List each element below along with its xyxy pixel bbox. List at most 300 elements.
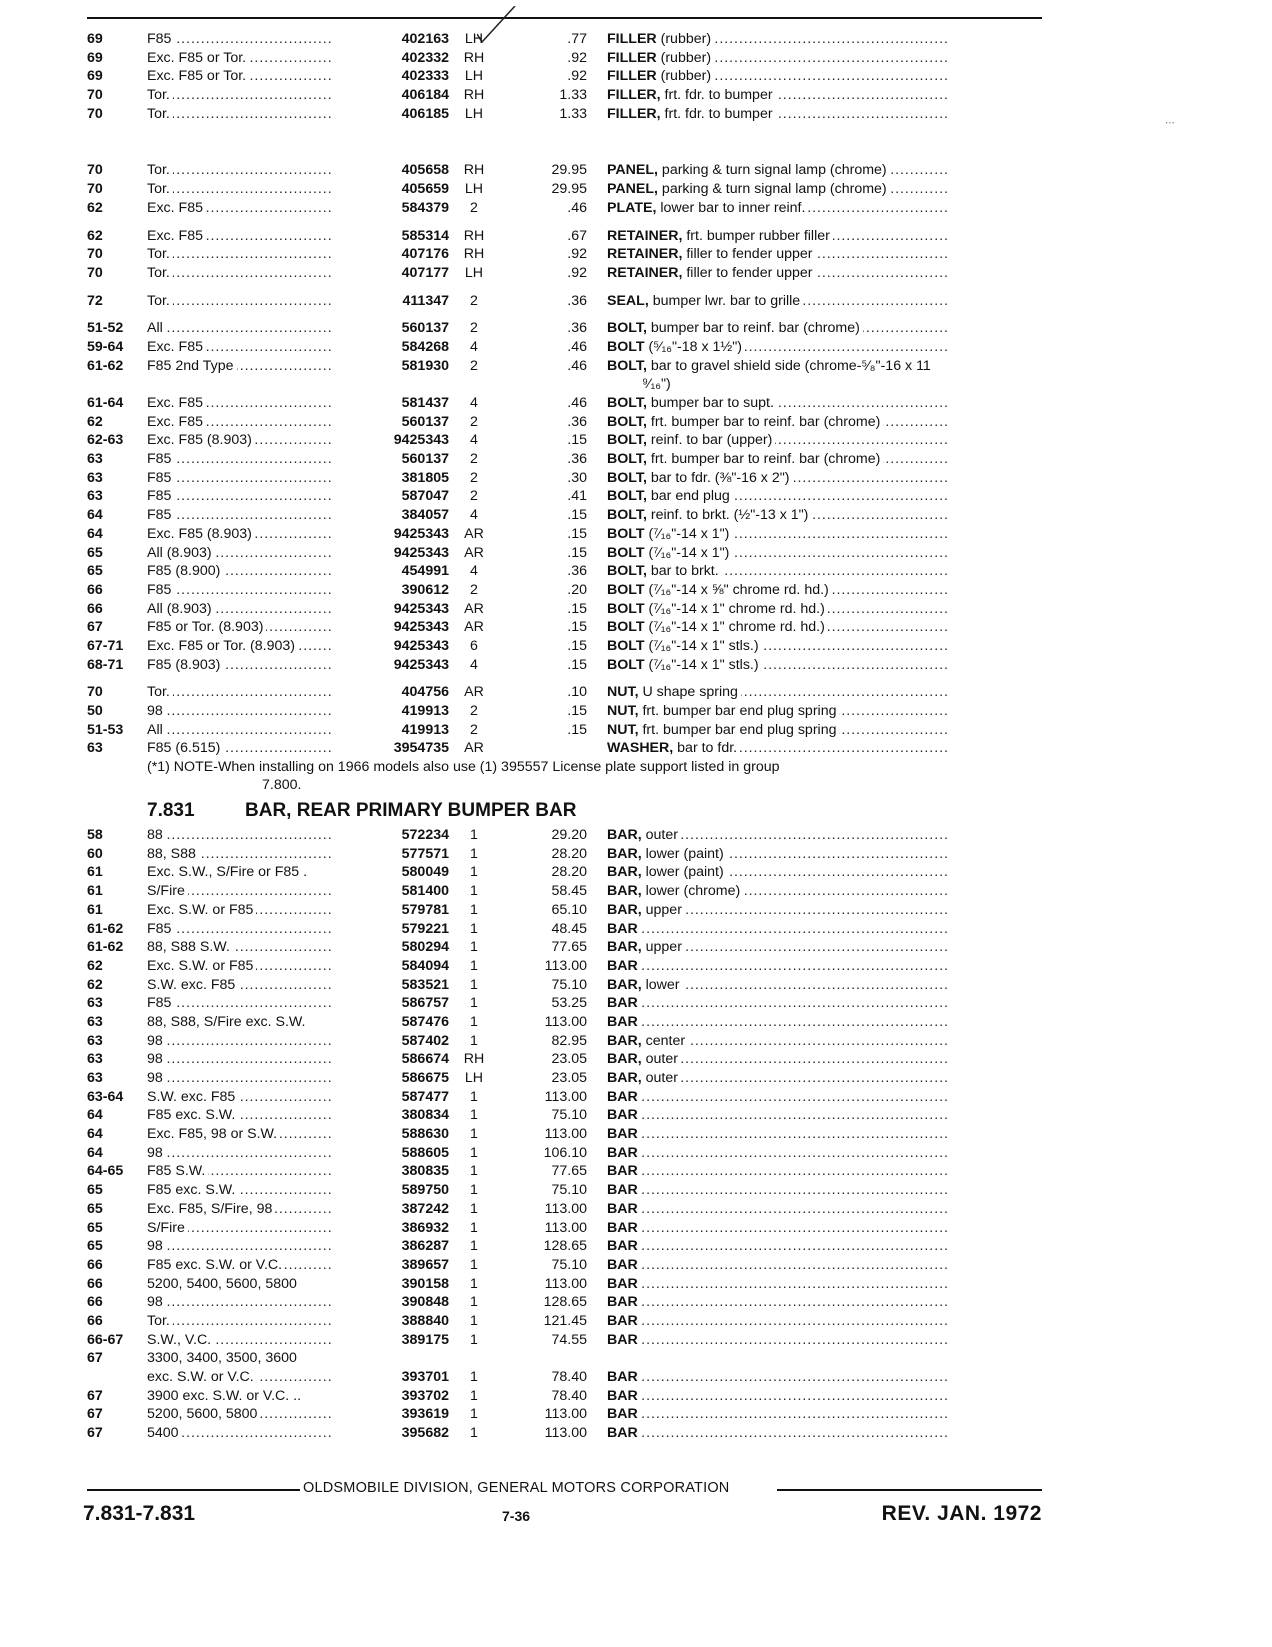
quantity: 1 xyxy=(470,1312,478,1329)
part-description: . . . BAR, lower (paint) xyxy=(607,863,1042,882)
part-description: . . . BAR xyxy=(607,1162,1042,1181)
model-applicability: . . . F85 exc. S.W. xyxy=(147,1181,367,1200)
part-number: 9425343 xyxy=(393,619,449,636)
model-year: 70 xyxy=(87,264,103,281)
model-applicability: Exc. S.W., S/Fire or F85 . xyxy=(147,863,367,882)
table-row xyxy=(87,67,1042,86)
table-row xyxy=(87,957,1042,976)
list-price: 113.00 xyxy=(544,1088,587,1105)
model-year: 64-65 xyxy=(87,1163,124,1180)
part-number: 404756 xyxy=(401,684,449,701)
table-row xyxy=(87,938,1042,957)
model-year: 66 xyxy=(87,1294,103,1311)
part-number: 454991 xyxy=(401,563,449,580)
model-applicability: . . . F85 (8.900) xyxy=(147,562,367,581)
list-price: 77.65 xyxy=(551,1163,587,1180)
part-number: 3954735 xyxy=(393,740,449,757)
part-description: . . . BAR xyxy=(607,1181,1042,1200)
part-number: 419913 xyxy=(401,703,449,719)
part-number: 586674 xyxy=(401,1051,449,1068)
quantity: 2 xyxy=(470,581,478,598)
table-row xyxy=(87,1200,1042,1219)
table-row xyxy=(87,863,1042,882)
model-year: 65 xyxy=(87,1219,103,1236)
model-applicability: . . . S.W. exc. F85 xyxy=(147,976,367,995)
part-number: 386932 xyxy=(401,1219,449,1236)
part-description: . . . SEAL, bumper lwr. bar to grille xyxy=(607,292,1042,311)
quantity: 6 xyxy=(470,637,478,654)
model-applicability: . . . 98 xyxy=(147,1032,367,1051)
model-year: 66 xyxy=(87,1312,103,1329)
quantity: 1 xyxy=(470,864,478,881)
model-year: 63 xyxy=(87,1032,103,1049)
model-year: 72 xyxy=(87,292,103,309)
table-row xyxy=(87,1275,1042,1294)
part-description: . . . NUT, U shape spring xyxy=(607,683,1042,702)
model-year: 65 xyxy=(87,544,103,561)
list-price: 113.00 xyxy=(544,1200,587,1217)
quantity: AR xyxy=(464,600,484,617)
table-row xyxy=(87,292,1042,311)
model-year: 61-64 xyxy=(87,395,124,411)
part-number: 589750 xyxy=(401,1182,449,1199)
table-row xyxy=(87,1162,1042,1181)
part-description: . . . BOLT, bar to brkt. xyxy=(607,562,1042,581)
part-number: 393702 xyxy=(401,1387,449,1404)
part-number: 419913 xyxy=(401,721,449,738)
list-price: 74.55 xyxy=(551,1331,587,1348)
part-description: . . . NUT, frt. bumper bar end plug spring xyxy=(607,702,1042,721)
part-number: 405659 xyxy=(401,181,449,198)
part-number: 389657 xyxy=(401,1256,449,1273)
list-price: .15 xyxy=(567,544,587,561)
table-row xyxy=(87,1125,1042,1144)
model-year: 62 xyxy=(87,227,103,244)
quantity: 1 xyxy=(470,1406,478,1423)
quantity: 1 xyxy=(470,1369,478,1385)
model-year: 61 xyxy=(87,864,103,881)
table-row xyxy=(87,1237,1042,1256)
part-description: . . . BAR, upper xyxy=(607,901,1042,920)
table-row xyxy=(87,245,1042,264)
model-applicability: . . . Exc. F85 xyxy=(147,227,367,246)
list-price: .15 xyxy=(567,656,587,673)
quantity: 1 xyxy=(470,1294,478,1311)
quantity: RH xyxy=(463,49,485,66)
table-row xyxy=(87,161,1042,180)
list-price: 75.10 xyxy=(551,976,587,993)
part-description: . . . NUT, frt. bumper bar end plug spring xyxy=(607,721,1042,740)
quantity: 1 xyxy=(470,827,478,844)
part-description: . . . PANEL, parking & turn signal lamp (chrome) xyxy=(607,180,1042,199)
model-year: 70 xyxy=(87,105,103,122)
quantity: AR xyxy=(464,544,484,561)
model-applicability: . . . 88 xyxy=(147,826,367,845)
model-applicability: . . . Tor. xyxy=(147,264,367,283)
model-applicability: . . . 98 xyxy=(147,1293,367,1312)
list-price: 48.45 xyxy=(551,920,587,937)
model-applicability: . . . S/Fire xyxy=(147,882,367,901)
part-description: . . . BAR, center xyxy=(607,1032,1042,1051)
part-number: 380834 xyxy=(401,1107,449,1124)
table-row xyxy=(87,450,1042,469)
model-year: 65 xyxy=(87,1200,103,1217)
part-number: 380835 xyxy=(401,1163,449,1180)
part-description: BOLT, bar to gravel shield side (chrome-⁵⁄₈"-16 x 11 xyxy=(607,357,1042,376)
list-price: .92 xyxy=(567,68,587,85)
part-number: 583521 xyxy=(401,976,449,993)
footer-revision: REV. JAN. 1972 xyxy=(881,1502,1042,1525)
part-number: 388840 xyxy=(401,1312,449,1329)
part-number: 584094 xyxy=(401,957,449,974)
model-year: 70 xyxy=(87,87,103,104)
part-description: . . . BAR xyxy=(607,1331,1042,1350)
model-applicability: . . . F85 (8.903) xyxy=(147,656,367,675)
quantity: 2 xyxy=(470,357,478,374)
list-price: 75.10 xyxy=(551,1256,587,1273)
table-row xyxy=(87,739,1042,758)
part-description: . . . BOLT (⁷⁄₁₆"-14 x 1") xyxy=(607,544,1042,563)
model-applicability: . . . Exc. F85 or Tor. (8.903) xyxy=(147,637,367,656)
model-applicability: . . . 5400 xyxy=(147,1424,367,1443)
model-applicability: . . . S.W., V.C. xyxy=(147,1331,367,1350)
list-price: .46 xyxy=(567,338,587,355)
model-applicability: . . . 5200, 5600, 5800 xyxy=(147,1405,367,1424)
part-number: 402333 xyxy=(401,68,449,85)
part-number: 577571 xyxy=(401,845,449,862)
quantity: AR xyxy=(464,684,484,701)
model-year: 65 xyxy=(87,1238,103,1255)
model-applicability: . . . exc. S.W. or V.C. xyxy=(147,1368,367,1387)
model-year: 70 xyxy=(87,684,103,701)
table-row xyxy=(87,506,1042,525)
model-applicability: . . . All xyxy=(147,721,367,740)
part-number: 9425343 xyxy=(393,656,449,673)
part-description: . . . BOLT, bar end plug xyxy=(607,487,1042,506)
table-row xyxy=(87,1405,1042,1424)
part-description: . . . BOLT, frt. bumper bar to reinf. bar (chrome) xyxy=(607,413,1042,432)
list-price: .15 xyxy=(567,432,587,449)
model-year: 70 xyxy=(87,181,103,198)
part-number: 581400 xyxy=(401,883,449,900)
model-applicability: . . . F85 xyxy=(147,581,367,600)
quantity: 1 xyxy=(470,920,478,937)
table-row xyxy=(87,525,1042,544)
part-number: 390848 xyxy=(401,1294,449,1311)
part-description: . . . BOLT, reinf. to bar (upper) xyxy=(607,431,1042,450)
list-price: 82.95 xyxy=(551,1032,587,1049)
model-year: 64 xyxy=(87,507,103,524)
part-description: . . . BAR, lower (paint) xyxy=(607,845,1042,864)
model-applicability: . . . F85 xyxy=(147,450,367,469)
model-applicability: . . . S.W. exc. F85 xyxy=(147,1088,367,1107)
model-applicability: . . . Tor. xyxy=(147,180,367,199)
model-applicability: . . . All (8.903) xyxy=(147,600,367,619)
model-applicability: . . . Exc. F85 xyxy=(147,413,367,432)
model-year: 62 xyxy=(87,199,103,216)
model-year: 67 xyxy=(87,619,103,636)
table-row xyxy=(87,1032,1042,1051)
quantity: 1 xyxy=(470,1387,478,1404)
list-price: .15 xyxy=(567,703,587,719)
table-row xyxy=(87,1144,1042,1163)
part-description: . . . BAR xyxy=(607,1013,1042,1032)
list-price: 113.00 xyxy=(544,1406,587,1423)
model-year: 63 xyxy=(87,1051,103,1068)
table-row xyxy=(87,581,1042,600)
quantity: 4 xyxy=(470,563,478,580)
list-price: 28.20 xyxy=(551,845,587,862)
quantity: 1 xyxy=(470,1013,478,1030)
model-applicability: . . . Exc. F85 xyxy=(147,199,367,218)
part-description: . . . PLATE, lower bar to inner reinf. xyxy=(607,199,1042,218)
part-description: . . . BAR, outer xyxy=(607,1069,1042,1088)
part-number: 586757 xyxy=(401,995,449,1012)
part-number: 585314 xyxy=(401,227,449,244)
list-price: .36 xyxy=(567,451,587,468)
part-number: 9425343 xyxy=(393,637,449,654)
table-row xyxy=(87,637,1042,656)
model-year: 63 xyxy=(87,488,103,505)
part-number: 581437 xyxy=(401,395,449,411)
model-year: 66 xyxy=(87,581,103,598)
part-description: . . . BAR xyxy=(607,1387,1042,1406)
part-description: . . . BOLT, reinf. to brkt. (½"-13 x 1") xyxy=(607,506,1042,525)
model-year: 62-63 xyxy=(87,432,124,449)
list-price: 128.65 xyxy=(543,1238,587,1255)
quantity: 1 xyxy=(470,1163,478,1180)
part-number: 386287 xyxy=(401,1238,449,1255)
model-year: 62 xyxy=(87,413,103,430)
model-year: 67 xyxy=(87,1350,103,1367)
table-row xyxy=(87,901,1042,920)
model-applicability: . . . Tor. xyxy=(147,1312,367,1331)
list-price: .15 xyxy=(567,721,587,738)
model-year: 67 xyxy=(87,1425,103,1442)
part-description: . . . BAR xyxy=(607,957,1042,976)
quantity: 1 xyxy=(470,1032,478,1049)
part-number: 587477 xyxy=(401,1088,449,1105)
model-year: 66 xyxy=(87,1275,103,1292)
part-number: 384057 xyxy=(401,507,449,524)
quantity: LH xyxy=(464,68,484,85)
model-year: 63 xyxy=(87,1070,103,1086)
list-price: 58.45 xyxy=(551,883,587,900)
part-description: . . . BAR xyxy=(607,1256,1042,1275)
table-row xyxy=(87,702,1042,721)
list-price: .77 xyxy=(567,31,587,47)
table-row xyxy=(87,1069,1042,1088)
quantity: 1 xyxy=(470,1107,478,1124)
list-price: .46 xyxy=(567,199,587,216)
list-price: .92 xyxy=(567,264,587,281)
list-price: 128.65 xyxy=(543,1294,587,1311)
part-number: 405658 xyxy=(401,162,449,179)
table-row xyxy=(87,1088,1042,1107)
quantity: LH xyxy=(464,105,484,122)
part-description xyxy=(607,1349,1042,1368)
quantity: 4 xyxy=(470,338,478,355)
model-year: 66 xyxy=(87,600,103,617)
part-description: . . . BAR xyxy=(607,1424,1042,1443)
model-year: 67 xyxy=(87,1387,103,1404)
table-row xyxy=(87,1387,1042,1406)
part-number: 580049 xyxy=(401,864,449,881)
model-year: 68-71 xyxy=(87,656,124,673)
model-year: 67 xyxy=(87,1406,103,1423)
part-description: . . . BAR xyxy=(607,1368,1042,1387)
list-price: 29.95 xyxy=(551,162,587,179)
table-row xyxy=(87,882,1042,901)
quantity: 1 xyxy=(470,1126,478,1143)
model-applicability: . . . Tor. xyxy=(147,683,367,702)
model-year: 63 xyxy=(87,469,103,486)
list-price: 29.95 xyxy=(551,181,587,198)
list-price: 78.40 xyxy=(551,1369,587,1385)
quantity: 1 xyxy=(470,1144,478,1161)
row-spacer xyxy=(87,674,1042,683)
list-price: .15 xyxy=(567,507,587,524)
quantity: RH xyxy=(463,1051,485,1068)
model-year: 64 xyxy=(87,1107,103,1124)
part-number: 9425343 xyxy=(393,544,449,561)
model-year: 64 xyxy=(87,1126,103,1143)
model-year: 65 xyxy=(87,563,103,580)
model-applicability: . . . 88, S88 S.W. xyxy=(147,938,367,957)
table-row xyxy=(87,600,1042,619)
list-price: 75.10 xyxy=(551,1107,587,1124)
quantity: 1 xyxy=(470,1256,478,1273)
quantity: AR xyxy=(464,525,484,542)
quantity: LH xyxy=(464,31,484,47)
part-number: 572234 xyxy=(401,827,449,844)
part-number: 560137 xyxy=(401,413,449,430)
part-description: . . . BOLT, bumper bar to supt. xyxy=(607,394,1042,413)
part-number: 579781 xyxy=(401,901,449,918)
quantity: 1 xyxy=(470,995,478,1012)
quantity: LH xyxy=(464,181,484,198)
list-price: 23.05 xyxy=(551,1051,587,1068)
part-number: 9425343 xyxy=(393,432,449,449)
table-row xyxy=(87,562,1042,581)
part-description: . . . BAR, outer xyxy=(607,826,1042,845)
list-price: .15 xyxy=(567,619,587,636)
quantity: 1 xyxy=(470,883,478,900)
model-year: 66 xyxy=(87,1256,103,1273)
row-spacer xyxy=(87,123,1042,161)
model-applicability: . . . Exc. F85 (8.903) xyxy=(147,525,367,544)
model-year: 61-62 xyxy=(87,939,124,956)
part-number: 584379 xyxy=(401,199,449,216)
model-applicability: . . . F85 xyxy=(147,469,367,488)
model-year: 61-62 xyxy=(87,920,124,937)
part-description: . . . PANEL, parking & turn signal lamp (chrome) xyxy=(607,161,1042,180)
part-description: . . . BAR, outer xyxy=(607,1050,1042,1069)
model-applicability: . . . F85 xyxy=(147,994,367,1013)
list-price: 78.40 xyxy=(551,1387,587,1404)
model-applicability: . . . Exc. F85 xyxy=(147,338,367,357)
table-row xyxy=(87,1106,1042,1125)
footer-section-range: 7.831-7.831 xyxy=(83,1502,196,1525)
quantity: 4 xyxy=(470,656,478,673)
model-year: 58 xyxy=(87,827,103,844)
part-number: 402332 xyxy=(401,49,449,66)
table-row xyxy=(87,338,1042,357)
model-year: 66-67 xyxy=(87,1331,124,1348)
quantity: 1 xyxy=(470,1331,478,1348)
table-row xyxy=(87,683,1042,702)
part-description: . . . BOLT, bar to fdr. (⅜"-16 x 2") xyxy=(607,469,1042,488)
list-price: 121.45 xyxy=(543,1312,587,1329)
scan-speck: ∙∙∙ xyxy=(1165,115,1176,129)
model-applicability: . . . 98 xyxy=(147,1069,367,1088)
model-applicability: . . . Exc. S.W. or F85 xyxy=(147,901,367,920)
list-price: .20 xyxy=(567,581,587,598)
table-row xyxy=(87,199,1042,218)
table-row xyxy=(87,1013,1042,1032)
quantity: 2 xyxy=(470,721,478,738)
part-number: 390612 xyxy=(401,581,449,598)
part-description: . . . BOLT, frt. bumper bar to reinf. bar (chrome) xyxy=(607,450,1042,469)
part-description: . . . BAR xyxy=(607,994,1042,1013)
list-price: 113.00 xyxy=(544,957,587,974)
model-applicability xyxy=(147,375,367,394)
quantity: RH xyxy=(463,87,485,104)
table-row xyxy=(87,227,1042,246)
table-row xyxy=(87,264,1042,283)
list-price: .36 xyxy=(567,413,587,430)
list-price: .36 xyxy=(567,320,587,337)
model-applicability: . . . 88, S88 xyxy=(147,845,367,864)
quantity: AR xyxy=(464,619,484,636)
part-number: 389175 xyxy=(401,1331,449,1348)
model-year: 63-64 xyxy=(87,1088,124,1105)
table-row xyxy=(87,1293,1042,1312)
model-applicability: . . . Exc. F85, S/Fire, 98 xyxy=(147,1200,367,1219)
model-applicability: . . . All xyxy=(147,319,367,338)
part-description: . . . WASHER, bar to fdr. xyxy=(607,739,1042,758)
list-price: 23.05 xyxy=(551,1070,587,1086)
model-year: 69 xyxy=(87,49,103,66)
part-number: 588630 xyxy=(401,1126,449,1143)
part-number: 406184 xyxy=(401,87,449,104)
table-row xyxy=(87,845,1042,864)
list-price: .15 xyxy=(567,600,587,617)
part-number: 393619 xyxy=(401,1406,449,1423)
model-year: 63 xyxy=(87,740,103,757)
footer-page-number: 7-36 xyxy=(502,1508,531,1524)
model-applicability: . . . Tor. xyxy=(147,161,367,180)
quantity: 2 xyxy=(470,199,478,216)
top-rule xyxy=(87,17,1042,19)
table-row xyxy=(87,1331,1042,1350)
table-row xyxy=(87,920,1042,939)
footer-division: OLDSMOBILE DIVISION, GENERAL MOTORS CORPORATION xyxy=(300,1480,732,1496)
part-description: . . . BAR xyxy=(607,1088,1042,1107)
part-description: . . . FILLER (rubber) xyxy=(607,67,1042,86)
model-applicability: 5200, 5400, 5600, 5800 xyxy=(147,1275,367,1294)
table-row xyxy=(87,976,1042,995)
part-description: . . . BOLT, bumper bar to reinf. bar (chrome) xyxy=(607,319,1042,338)
table-row xyxy=(87,319,1042,338)
section-number: 7.831 xyxy=(147,800,195,822)
quantity: 2 xyxy=(470,292,478,309)
model-year: 70 xyxy=(87,246,103,263)
part-description: . . . BAR xyxy=(607,1125,1042,1144)
table-row xyxy=(87,826,1042,845)
part-description: . . . RETAINER, filler to fender upper xyxy=(607,245,1042,264)
list-price: 77.65 xyxy=(551,939,587,956)
